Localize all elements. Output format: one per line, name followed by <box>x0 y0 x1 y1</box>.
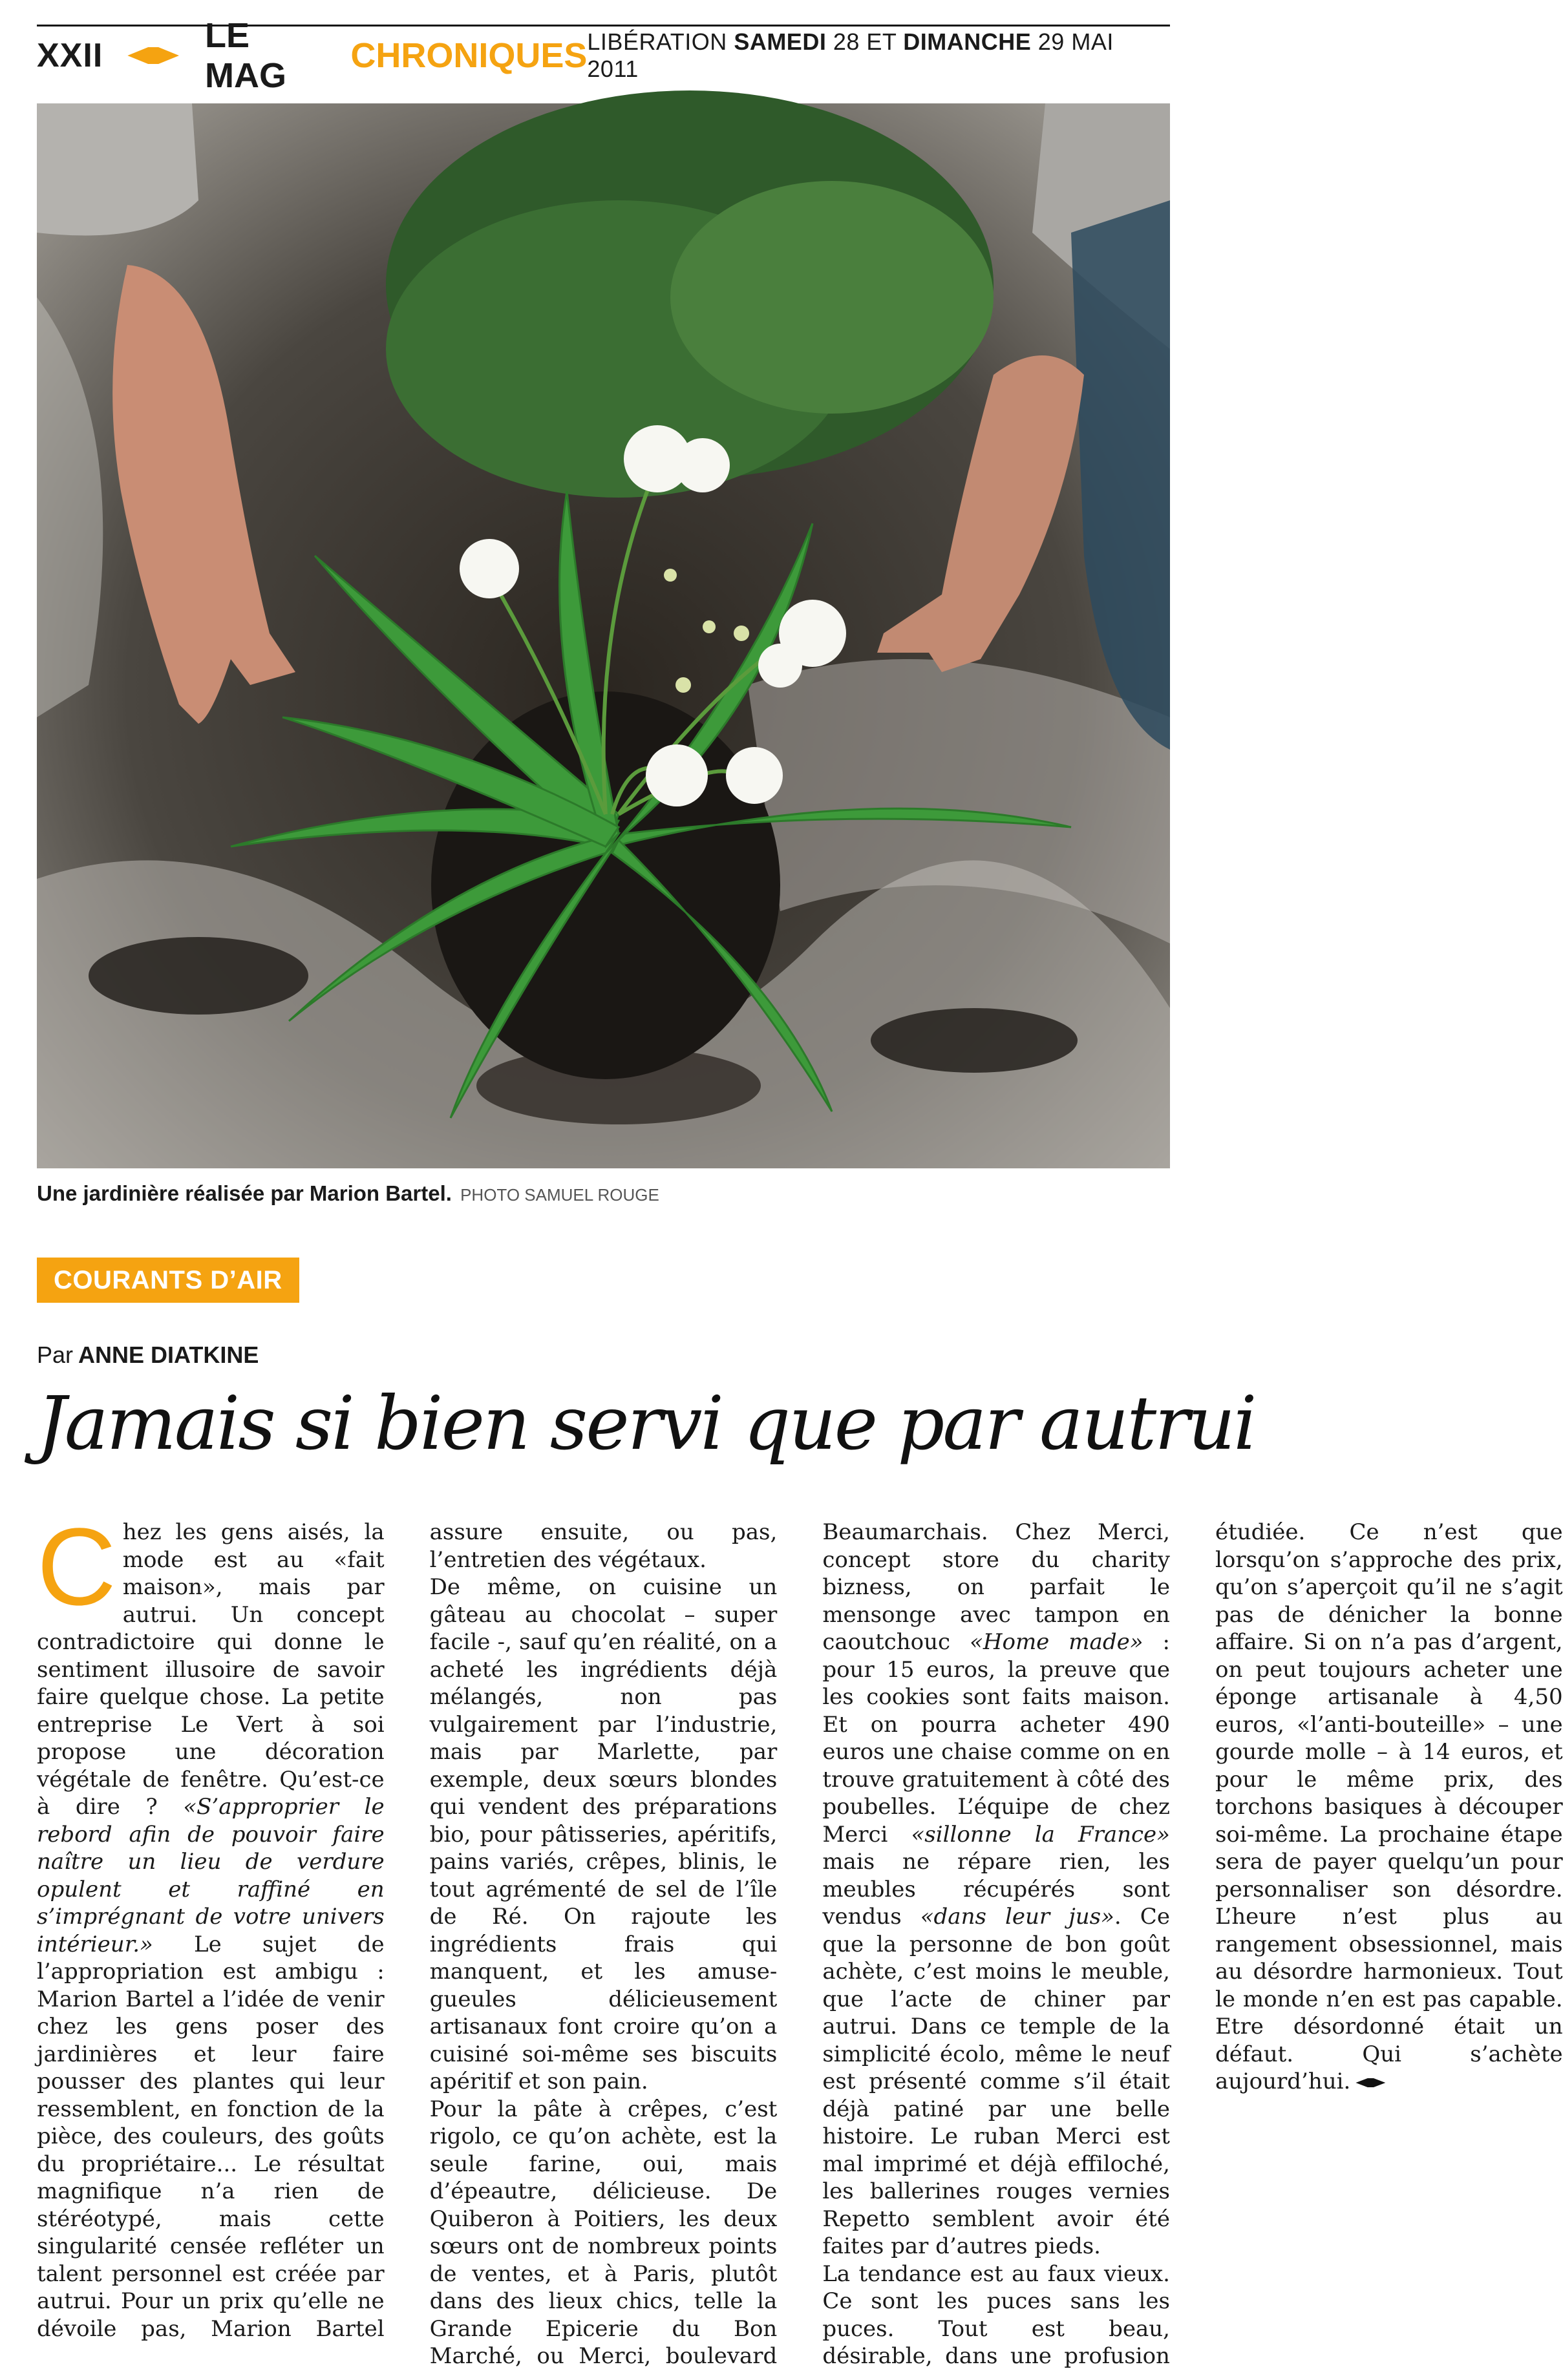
p3-text-c: mais ne répare rien, les meubles récupérés sont vendus <box>822 1849 1170 1930</box>
subsection-name: CHRONIQUES <box>350 36 588 75</box>
byline-prefix: Par <box>37 1342 74 1368</box>
paragraph-2: De même, on cuisine un gâteau au chocolat – super facile -, sauf qu’en réalité, on a acheté les ingrédients déjà mélangés, non pas vulgairement par l’industrie, mais par Marlette, par exemple, deux sœurs blondes qui vendent des préparations bio, pour pâtisseries, apéritifs, pains variés, crêpes, blinis, le tout agrémenté de sel de l’île de Ré. On rajoute les ingrédients frais qui manquent, et les amuse-gueules délicieusement artisanaux font croire qu’on a cuisiné soi-même ses biscuits apéritif et son pain. <box>429 1574 778 2094</box>
article-body <box>37 1506 1563 2372</box>
issue-day2: DIMANCHE <box>903 28 1032 55</box>
p3-jus-quote: «dans leur jus» <box>920 1904 1114 1930</box>
planter-illustration <box>37 103 1170 1168</box>
issue-date-end: 29 MAI 2011 <box>587 28 1114 82</box>
p3-text-d: . Ce que la personne de bon goût achète, c’est moins le meuble, que l’acte de chiner par autrui. Dans ce temple de la simplicité écolo, même le neuf est présenté comme s’il était déjà patiné par une belle histoire. Le ruban Merci est mal imprimé et déjà effiloché, les ballerines rouges vernies Repetto semblent avoir été faites par d’autres pieds. <box>822 1904 1170 2259</box>
article-headline: Jamais si bien servi que par autrui <box>37 1380 1255 1466</box>
masthead <box>37 16 1170 95</box>
p3-text-a: Pour la pâte à crêpes, c’est rigolo, ce qu’on achète, est la seule farine, oui, mais d’épeautre, délicieuse. De Quiberon à Poitiers, les deux sœurs ont de nombreux points de ventes, et à Paris, plutôt dans des lieux chics, telle la Grande Epicerie du Bon Marché, ou Merci, boulevard Beaumarchais. Chez Merci, concept store du charity bizness, on parfait le mensonge avec tampon en caoutchouc <box>429 1519 1170 2369</box>
p4-text: La tendance est au faux vieux. Ce sont les puces sans les puces. Tout est beau, désirable, dans une profusion étudiée. Ce n’est que lorsqu’on s’approche des prix, qu’on s’aperçoit qu’il ne s’agit pas de dénicher la bonne affaire. Si on n’a pas d’argent, on peut toujours acheter une éponge artisanale à 4,50 euros, «l’anti-bouteille» – une gourde molle – à 14 euros, et pour le même prix, des torchons basiques à découper soi-même. La prochaine étape sera de payer quelqu’un pour personnaliser son désordre. L’heure n’est plus au rangement obsessionnel, mais au désordre harmonieux. Tout le monde n’en est pas capable. Etre désordonné était un défaut. Qui s’achète aujourd’hui. <box>822 1519 1563 2369</box>
caption-text: Une jardinière réalisée par Marion Bartel. <box>37 1181 452 1205</box>
diamond-icon <box>127 47 179 64</box>
p1-text-start: hez les gens aisés, la mode est au «fait maison», mais par autrui. Un concept contradictoire qui donne le sentiment illusoire de savoir faire quelque chose. La petite entreprise Le Vert à soi propose une décoration végétale de fenêtre. Qu’est-ce à dire ? <box>37 1519 385 1820</box>
author-name: ANNE DIATKINE <box>78 1342 259 1368</box>
drop-cap: C <box>37 1506 116 1628</box>
p1-text-end: Le sujet de l’appropriation est ambigu : Marion Bartel a l’idée de venir chez les gens poser des jardinières et leur faire pousser des plantes qui leur ressemblent, en fonction de la pièce, des couleurs, des goûts du propriétaire... Le résultat magnifique n’a rien de stéréotypé, mais cette singularité censée refléter un talent personnel est créée par autrui. Pour un prix qu’elle ne dévoile pas, Marion Bartel assure ensuite, ou pas, l’entretien des végétaux. <box>37 1519 778 2342</box>
issue-date <box>587 28 1170 83</box>
section-name: LE MAG <box>205 16 286 95</box>
publication-name: LIBÉRATION <box>587 28 727 55</box>
end-diamond-icon <box>1356 2078 1385 2087</box>
rubric-label: COURANTS D’AIR <box>37 1258 299 1303</box>
p1-quote: «S’approprier le rebord afin de pouvoir faire naître un lieu de verdure opulent et raffiné en s’imprégnant de votre univers intérieur.» <box>37 1794 385 1957</box>
issue-day1: SAMEDI <box>734 28 827 55</box>
byline <box>37 1342 259 1369</box>
p3-sillonne-quote: «sillonne la France» <box>911 1821 1170 1848</box>
article-photo <box>37 103 1170 1168</box>
photo-credit: PHOTO SAMUEL ROUGE <box>460 1185 659 1205</box>
p3-homemade-quote: «Home made» <box>970 1629 1143 1655</box>
photo-caption <box>37 1181 659 1206</box>
page-number: XXII <box>37 37 103 74</box>
issue-date-mid: 28 ET <box>833 28 897 55</box>
p3-text-b: : pour 15 euros, la preuve que les cookies sont faits maison. Et on pourra acheter 490 euros une chaise comme on en trouve gratuitement à côté des poubelles. L’équipe de chez Merci <box>822 1629 1170 1848</box>
